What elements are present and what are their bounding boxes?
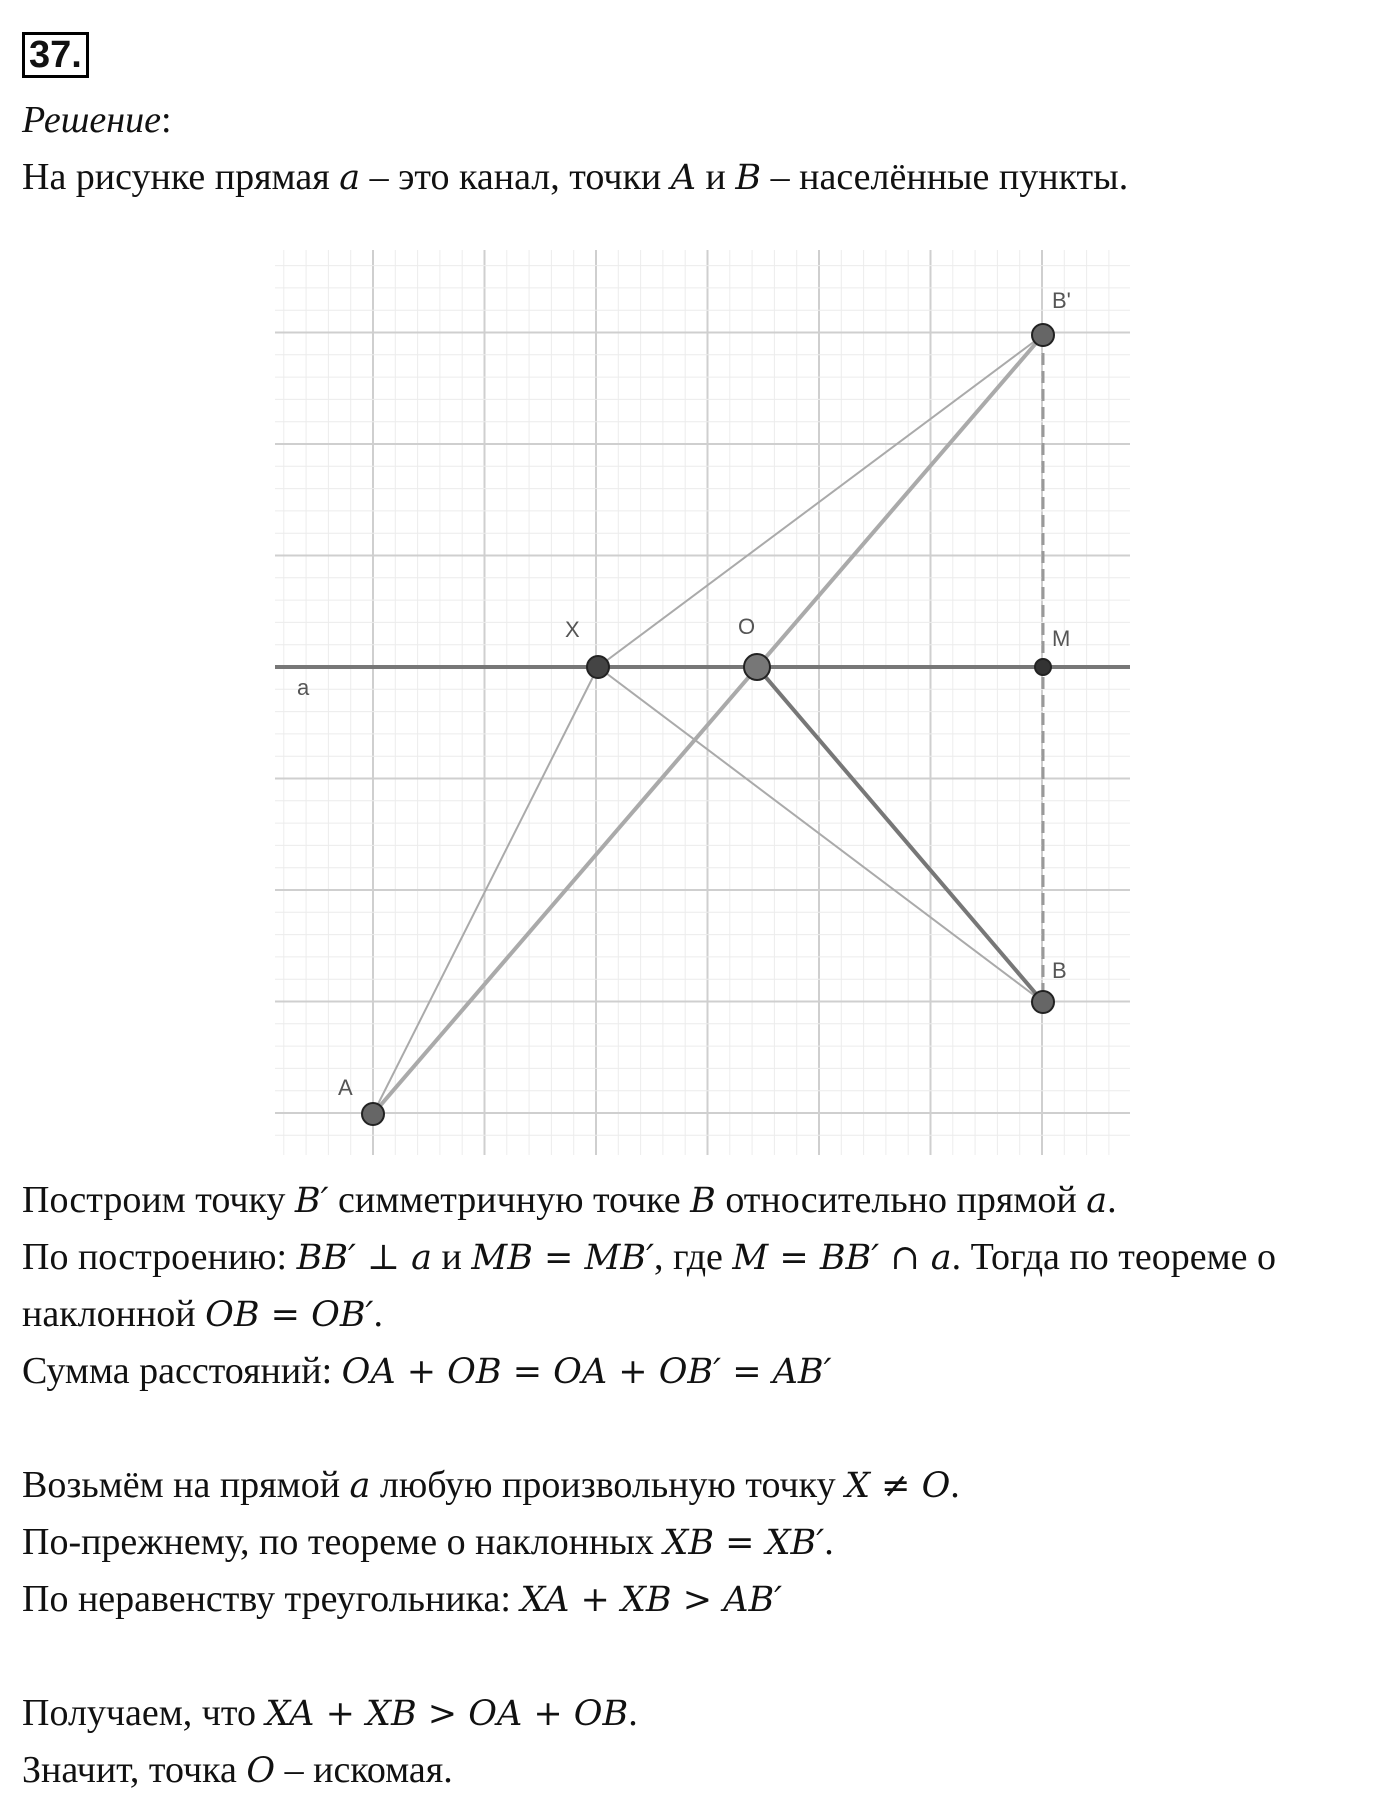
body-text: . [824, 1521, 834, 1563]
body-text: Получаем, что [22, 1692, 266, 1734]
body-text: симметричную точке [328, 1179, 691, 1221]
body-math: XA + XB > OA + OB [265, 1694, 629, 1734]
intro-text: и [696, 156, 736, 198]
body-line-1 [22, 1178, 1117, 1223]
body-math: XB = XB′ [663, 1523, 825, 1563]
label-b-prime: B' [1052, 288, 1071, 313]
body-math: MB = MB′ [471, 1238, 655, 1278]
body-line-5 [22, 1463, 960, 1508]
body-math: BB′ ⊥ a [296, 1238, 433, 1278]
body-text: наклонной [22, 1293, 206, 1335]
label-m: M [1052, 626, 1071, 651]
point-x [587, 656, 609, 678]
body-text: относительно прямой [715, 1179, 1087, 1221]
body-text: Построим точку [22, 1179, 295, 1221]
body-line-8 [22, 1691, 638, 1736]
body-text: и [432, 1236, 472, 1278]
problem-number: 37. [22, 32, 89, 78]
body-text: По-прежнему, по теореме о наклонных [22, 1521, 664, 1563]
body-line-6 [22, 1520, 834, 1565]
body-math: OA + OB = OA + OB′ = AB′ [341, 1352, 832, 1392]
label-o: O [738, 614, 756, 639]
body-math: OB = OB′ [205, 1295, 374, 1335]
body-text: – искомая. [275, 1749, 453, 1791]
body-math: B′ [294, 1181, 329, 1221]
label-x: X [565, 617, 580, 642]
body-line-2 [22, 1235, 1276, 1280]
body-math: B [690, 1181, 716, 1221]
label-b: B [1052, 958, 1067, 983]
body-text: . [628, 1692, 638, 1734]
body-text: . [950, 1464, 960, 1506]
body-math: O [246, 1751, 276, 1791]
body-math: a [349, 1466, 371, 1506]
point-a [362, 1103, 384, 1125]
intro-text: – населённые пункты. [761, 156, 1129, 198]
intro-text: – это канал, точки [360, 156, 671, 198]
solution-label: Решение [22, 99, 161, 141]
segment-xb-prime [598, 335, 1043, 667]
intro-math: B [735, 158, 762, 198]
body-text: любую произвольную точку [370, 1464, 846, 1506]
body-line-3 [22, 1292, 383, 1337]
intro-line [22, 155, 1128, 200]
body-text: По неравенству треугольника: [22, 1578, 521, 1620]
body-text: . [1107, 1179, 1117, 1221]
intro-math: a [339, 158, 361, 198]
body-math: M = BB′ ∩ a [732, 1238, 952, 1278]
body-text: . Тогда по теореме о [951, 1236, 1277, 1278]
body-text: , где [654, 1236, 733, 1278]
point-m [1035, 659, 1051, 675]
segment-xb [598, 667, 1043, 1002]
solution-colon: : [160, 99, 172, 141]
geometry-figure [270, 250, 1140, 1170]
body-text: Сумма расстояний: [22, 1350, 342, 1392]
body-text: По построению: [22, 1236, 297, 1278]
body-math: X ≠ O [845, 1466, 951, 1506]
body-line-9 [22, 1748, 453, 1793]
body-line-7 [22, 1577, 782, 1622]
point-b-prime [1032, 324, 1054, 346]
solution-heading [22, 98, 172, 142]
segment-ob [757, 667, 1043, 1002]
point-o [744, 654, 770, 680]
point-b [1032, 991, 1054, 1013]
intro-text: На рисунке прямая [22, 156, 340, 198]
label-a: A [338, 1075, 353, 1100]
body-math: a [1086, 1181, 1108, 1221]
body-text: Возьмём на прямой [22, 1464, 350, 1506]
body-text: . [373, 1293, 383, 1335]
intro-math: A [670, 158, 697, 198]
body-line-4 [22, 1349, 832, 1394]
body-text: Значит, точка [22, 1749, 247, 1791]
body-math: XA + XB > AB′ [520, 1580, 783, 1620]
label-line-a: a [297, 675, 310, 700]
